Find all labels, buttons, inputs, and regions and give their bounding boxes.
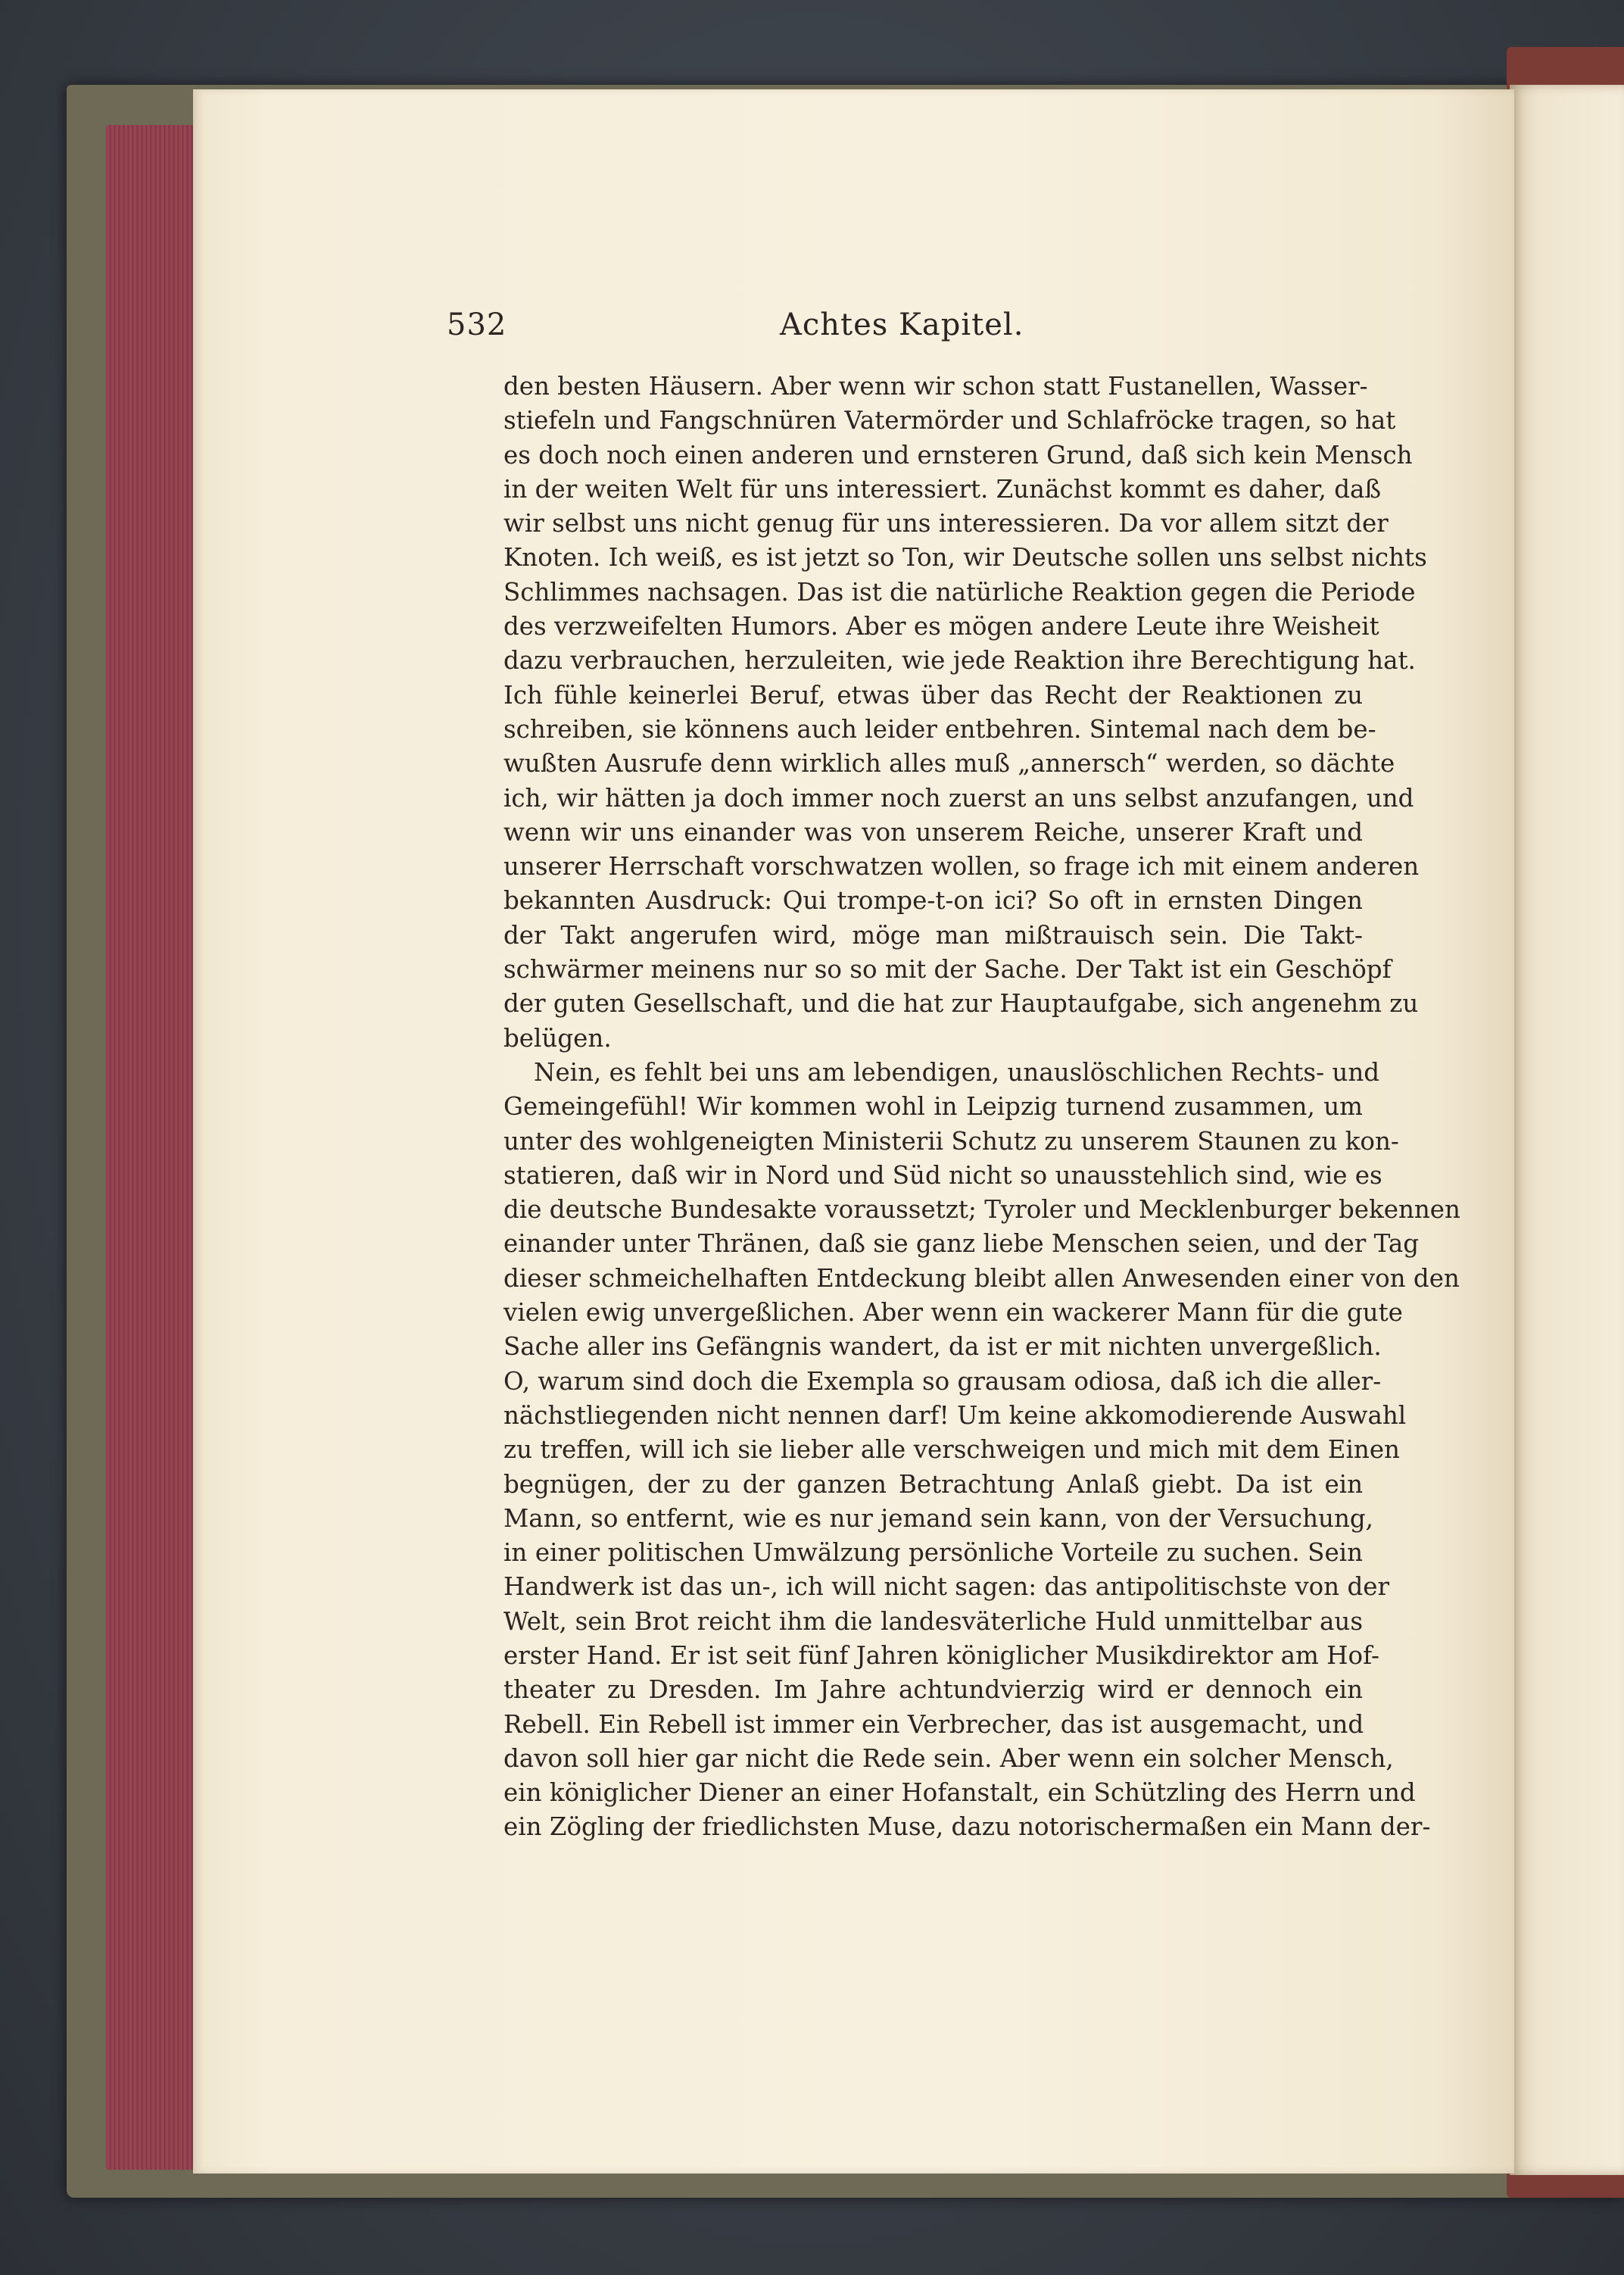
text-line: dazu verbrauchen, herzuleiten, wie jede Reaktion ihre Berechtigung hat. — [503, 646, 1416, 676]
text-line: wußten Ausrufe denn wirklich alles muß „annersch“ werden, so dächte — [503, 749, 1395, 779]
text-line: nächstliegenden nicht nennen darf! Um keine akkomodierende Auswahl — [503, 1400, 1407, 1430]
text-line: Nein, es fehlt bei uns am lebendigen, unauslöschlichen Rechts- und — [534, 1057, 1380, 1087]
text-line: Rebell. Ein Rebell ist immer ein Verbrecher, das ist ausgemacht, und — [503, 1709, 1364, 1739]
text-line: statieren, daß wir in Nord und Süd nicht so unausstehlich sind, wie es — [503, 1160, 1382, 1190]
text-line: begnügen, der zu der ganzen Betrachtung Anlaß giebt. Da ist ein — [503, 1469, 1363, 1499]
text-line: bekannten Ausdruck: Qui trompe-t-on ici? So oft in ernsten Dingen — [503, 886, 1363, 916]
text-line: einander unter Thränen, daß sie ganz liebe Menschen seien, und der Tag — [503, 1229, 1420, 1259]
paragraph-2 — [503, 1056, 1460, 1845]
text-line: vielen ewig unvergeßlichen. Aber wenn ein wackerer Mann für die gute — [503, 1298, 1403, 1328]
text-line: unserer Herrschaft vorschwatzen wollen, so frage ich mit einem anderen — [503, 852, 1420, 882]
text-line: ich, wir hätten ja doch immer noch zuerst an uns selbst anzufangen, und — [503, 783, 1414, 813]
text-line: wenn wir uns einander was von unserem Reiche, unserer Kraft und — [503, 817, 1363, 847]
text-line: O, warum sind doch die Exempla so grausam odiosa, daß ich die aller- — [503, 1366, 1382, 1396]
text-line: wir selbst uns nicht genug für uns interessieren. Da vor allem sitzt der — [503, 509, 1389, 538]
text-line: der Takt angerufen wird, möge man mißtrauisch sein. Die Takt- — [503, 920, 1363, 950]
text-line: erster Hand. Er ist seit fünf Jahren königlicher Musikdirektor am Hof- — [503, 1640, 1379, 1670]
text-line: in einer politischen Umwälzung persönliche Vorteile zu suchen. Sein — [503, 1538, 1363, 1568]
text-line: zu treffen, will ich sie lieber alle verschweigen und mich mit dem Einen — [503, 1435, 1400, 1465]
text-line: Mann, so entfernt, wie es nur jemand sein kann, von der Versuchung, — [503, 1503, 1374, 1533]
text-line: der guten Gesellschaft, und die hat zur Hauptaufgabe, sich angenehm zu — [503, 989, 1419, 1019]
text-line: Schlimmes nachsagen. Das ist die natürliche Reaktion gegen die Periode — [503, 577, 1416, 607]
paragraph-1 — [503, 370, 1427, 1056]
body-text — [503, 370, 1460, 1845]
facing-page — [1510, 85, 1624, 2175]
text-line: unter des wohlgeneigten Ministerii Schutz zu unserem Staunen zu kon- — [503, 1126, 1399, 1156]
text-line: Ich fühle keinerlei Beruf, etwas über das Recht der Reaktionen zu — [503, 680, 1363, 710]
text-line: die deutsche Bundesakte voraussetzt; Tyroler und Mecklenburger bekennen — [503, 1195, 1460, 1225]
text-line: Handwerk ist das un-, ich will nicht sagen: das antipolitischste von der — [503, 1572, 1390, 1602]
text-line: Welt, sein Brot reicht ihm die landesväterliche Huld unmittelbar aus — [503, 1606, 1363, 1636]
text-line: ein königlicher Diener an einer Hofanstalt, ein Schützling des Herrn und — [503, 1778, 1416, 1808]
text-line: es doch noch einen anderen und ernsteren Grund, daß sich kein Mensch — [503, 440, 1413, 470]
text-line: theater zu Dresden. Im Jahre achtundvierzig wird er dennoch ein — [503, 1675, 1363, 1705]
text-line: davon soll hier gar nicht die Rede sein. Aber wenn ein solcher Mensch, — [503, 1743, 1394, 1773]
text-line: dieser schmeichelhaften Entdeckung bleibt allen Anwesenden einer von den — [503, 1263, 1460, 1293]
page-number: 532 — [447, 307, 507, 342]
text-line: ein Zögling der friedlichsten Muse, dazu notorischermaßen ein Mann der- — [503, 1812, 1431, 1842]
text-line: des verzweifelten Humors. Aber es mögen andere Leute ihre Weisheit — [503, 612, 1379, 641]
page-edges-red — [106, 125, 193, 2170]
text-line: stiefeln und Fangschnüren Vatermörder und Schlafröcke tragen, so hat — [503, 406, 1396, 435]
page-header — [447, 301, 1367, 354]
text-line: Gemeingefühl! Wir kommen wohl in Leipzig turnend zusammen, um — [503, 1092, 1363, 1122]
text-line: belügen. — [503, 1023, 612, 1053]
running-head: Achtes Kapitel. — [780, 307, 1024, 342]
text-line: in der weiten Welt für uns interessiert. Zunächst kommt es daher, daß — [503, 474, 1382, 504]
text-line: den besten Häusern. Aber wenn wir schon statt Fustanellen, Wasser- — [503, 372, 1368, 401]
text-line: Sache aller ins Gefängnis wandert, da ist er mit nichten unvergeßlich. — [503, 1332, 1382, 1362]
text-line: Knoten. Ich weiß, es ist jetzt so Ton, wir Deutsche sollen uns selbst nichts — [503, 543, 1427, 573]
text-line: schwärmer meinens nur so so mit der Sache. Der Takt ist ein Geschöpf — [503, 955, 1392, 985]
text-line: schreiben, sie könnens auch leider entbehren. Sintemal nach dem be- — [503, 714, 1376, 744]
